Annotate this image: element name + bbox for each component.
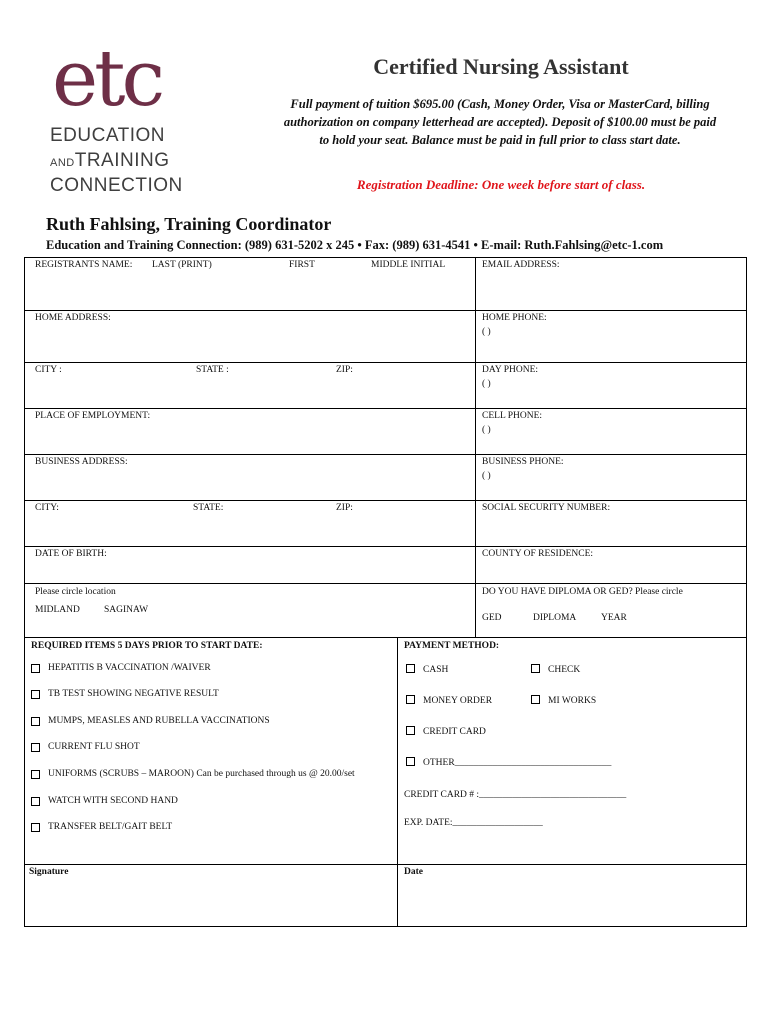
required-checkbox[interactable] <box>31 797 40 806</box>
grid-right-border <box>746 257 747 637</box>
page-title: Certified Nursing Assistant <box>373 54 629 79</box>
registration-deadline: Registration Deadline: One week before start of class. <box>356 177 646 192</box>
required-checkbox[interactable] <box>31 770 40 779</box>
date-label: Date <box>404 867 423 877</box>
lower-column-divider <box>397 637 398 927</box>
first-name-label: FIRST <box>289 260 315 270</box>
grid-row-divider <box>24 583 747 584</box>
grid-row-divider <box>24 310 747 311</box>
other-field[interactable]: OTHER_________________________________ <box>423 758 612 768</box>
diploma-question-label: DO YOU HAVE DIPLOMA OR GED? Please circle <box>482 587 683 597</box>
coordinator-name: Ruth Fahlsing, Training Coordinator <box>46 214 332 234</box>
dob-label: DATE OF BIRTH: <box>35 549 107 559</box>
logo-education: EDUCATION <box>50 125 165 146</box>
money-order-checkbox[interactable] <box>406 695 415 704</box>
check-label: CHECK <box>548 665 581 675</box>
home-phone-parens: ( ) <box>482 327 491 337</box>
option-ged[interactable]: GED <box>482 613 502 623</box>
required-item-label: TB TEST SHOWING NEGATIVE RESULT <box>48 689 219 699</box>
grid-row-divider <box>24 454 747 455</box>
registrants-name-label: REGISTRANTS NAME: <box>35 260 133 270</box>
cell-phone-parens: ( ) <box>482 425 491 435</box>
date-field[interactable] <box>400 880 744 924</box>
circle-location-label: Please circle location <box>35 587 116 597</box>
business-zip-label: ZIP: <box>336 503 353 513</box>
signature-field[interactable] <box>26 880 394 924</box>
credit-card-number-field[interactable]: CREDIT CARD # :_______________________________ <box>404 790 627 800</box>
required-checkbox[interactable] <box>31 823 40 832</box>
required-items-heading: REQUIRED ITEMS 5 DAYS PRIOR TO START DATE: <box>31 641 263 651</box>
cash-label: CASH <box>423 665 449 675</box>
signature-label: Signature <box>29 867 69 877</box>
city-label: CITY : <box>35 365 62 375</box>
required-item-label: WATCH WITH SECOND HAND <box>48 796 178 806</box>
business-phone-label: BUSINESS PHONE: <box>482 457 564 467</box>
other-checkbox[interactable] <box>406 757 415 766</box>
logo-training: TRAINING <box>74 150 170 171</box>
exp-date-field[interactable]: EXP. DATE:___________________ <box>404 818 543 828</box>
required-checkbox[interactable] <box>31 664 40 673</box>
last-name-label: LAST (PRINT) <box>152 260 212 270</box>
check-checkbox[interactable] <box>531 664 540 673</box>
lower-bottom-border <box>24 926 747 927</box>
lower-right-border <box>746 637 747 927</box>
grid-row-divider <box>24 500 747 501</box>
email-label: EMAIL ADDRESS: <box>482 260 560 270</box>
lower-left-border <box>24 637 25 927</box>
place-of-employment-label: PLACE OF EMPLOYMENT: <box>35 411 151 421</box>
payment-info: Full payment of tuition $695.00 (Cash, Money Order, Visa or MasterCard, billing authorization on company letterhead are accepted). Deposit of $100.00 must be paid to hold your seat. Balance must be paid in full prior to class start date. <box>283 97 717 147</box>
grid-row-divider <box>24 362 747 363</box>
logo-and-training <box>50 151 170 170</box>
cell-phone-label: CELL PHONE: <box>482 411 543 421</box>
lower-top-border <box>24 637 747 638</box>
zip-label: ZIP: <box>336 365 353 375</box>
option-diploma[interactable]: DIPLOMA <box>533 613 577 623</box>
day-phone-parens: ( ) <box>482 379 491 389</box>
grid-top-border <box>24 257 747 258</box>
option-year: YEAR <box>601 613 627 623</box>
required-item-label: CURRENT FLU SHOT <box>48 742 140 752</box>
etc-logo <box>46 34 196 200</box>
business-state-label: STATE: <box>193 503 224 513</box>
required-item-label: HEPATITIS B VACCINATION /WAIVER <box>48 663 211 673</box>
money-order-label: MONEY ORDER <box>423 696 493 706</box>
logo-connection: CONNECTION <box>50 175 183 196</box>
credit-card-label: CREDIT CARD <box>423 727 486 737</box>
home-address-label: HOME ADDRESS: <box>35 313 111 323</box>
middle-initial-label: MIDDLE INITIAL <box>371 260 446 270</box>
business-city-label: CITY: <box>35 503 59 513</box>
business-address-label: BUSINESS ADDRESS: <box>35 457 128 467</box>
county-label: COUNTY OF RESIDENCE: <box>482 549 594 559</box>
payment-method-heading: PAYMENT METHOD: <box>404 641 500 651</box>
logo-and: AND <box>50 157 75 169</box>
required-item-label: UNIFORMS (SCRUBS – MAROON) Can be purchased through us @ 20.00/set <box>48 769 355 779</box>
location-midland[interactable]: MIDLAND <box>35 605 80 615</box>
business-phone-parens: ( ) <box>482 471 491 481</box>
required-checkbox[interactable] <box>31 690 40 699</box>
required-item-label: TRANSFER BELT/GAIT BELT <box>48 822 173 832</box>
state-label: STATE : <box>196 365 229 375</box>
day-phone-label: DAY PHONE: <box>482 365 539 375</box>
grid-left-border <box>24 257 25 637</box>
mi-works-label: MI WORKS <box>548 696 597 706</box>
location-saginaw[interactable]: SAGINAW <box>104 605 149 615</box>
ssn-label: SOCIAL SECURITY NUMBER: <box>482 503 611 513</box>
grid-row-divider <box>24 546 747 547</box>
required-item-label: MUMPS, MEASLES AND RUBELLA VACCINATIONS <box>48 716 270 726</box>
logo-etc-mark: etc <box>52 34 162 124</box>
home-phone-label: HOME PHONE: <box>482 313 547 323</box>
required-checkbox[interactable] <box>31 717 40 726</box>
signature-row-divider <box>24 864 747 865</box>
mi-works-checkbox[interactable] <box>531 695 540 704</box>
credit-card-checkbox[interactable] <box>406 726 415 735</box>
cash-checkbox[interactable] <box>406 664 415 673</box>
required-checkbox[interactable] <box>31 743 40 752</box>
grid-column-divider <box>475 257 476 637</box>
contact-info: Education and Training Connection: (989) 631-5202 x 245 • Fax: (989) 631-4541 • E-mail: Ruth.Fahlsing@etc-1.com <box>46 238 664 252</box>
grid-row-divider <box>24 408 747 409</box>
